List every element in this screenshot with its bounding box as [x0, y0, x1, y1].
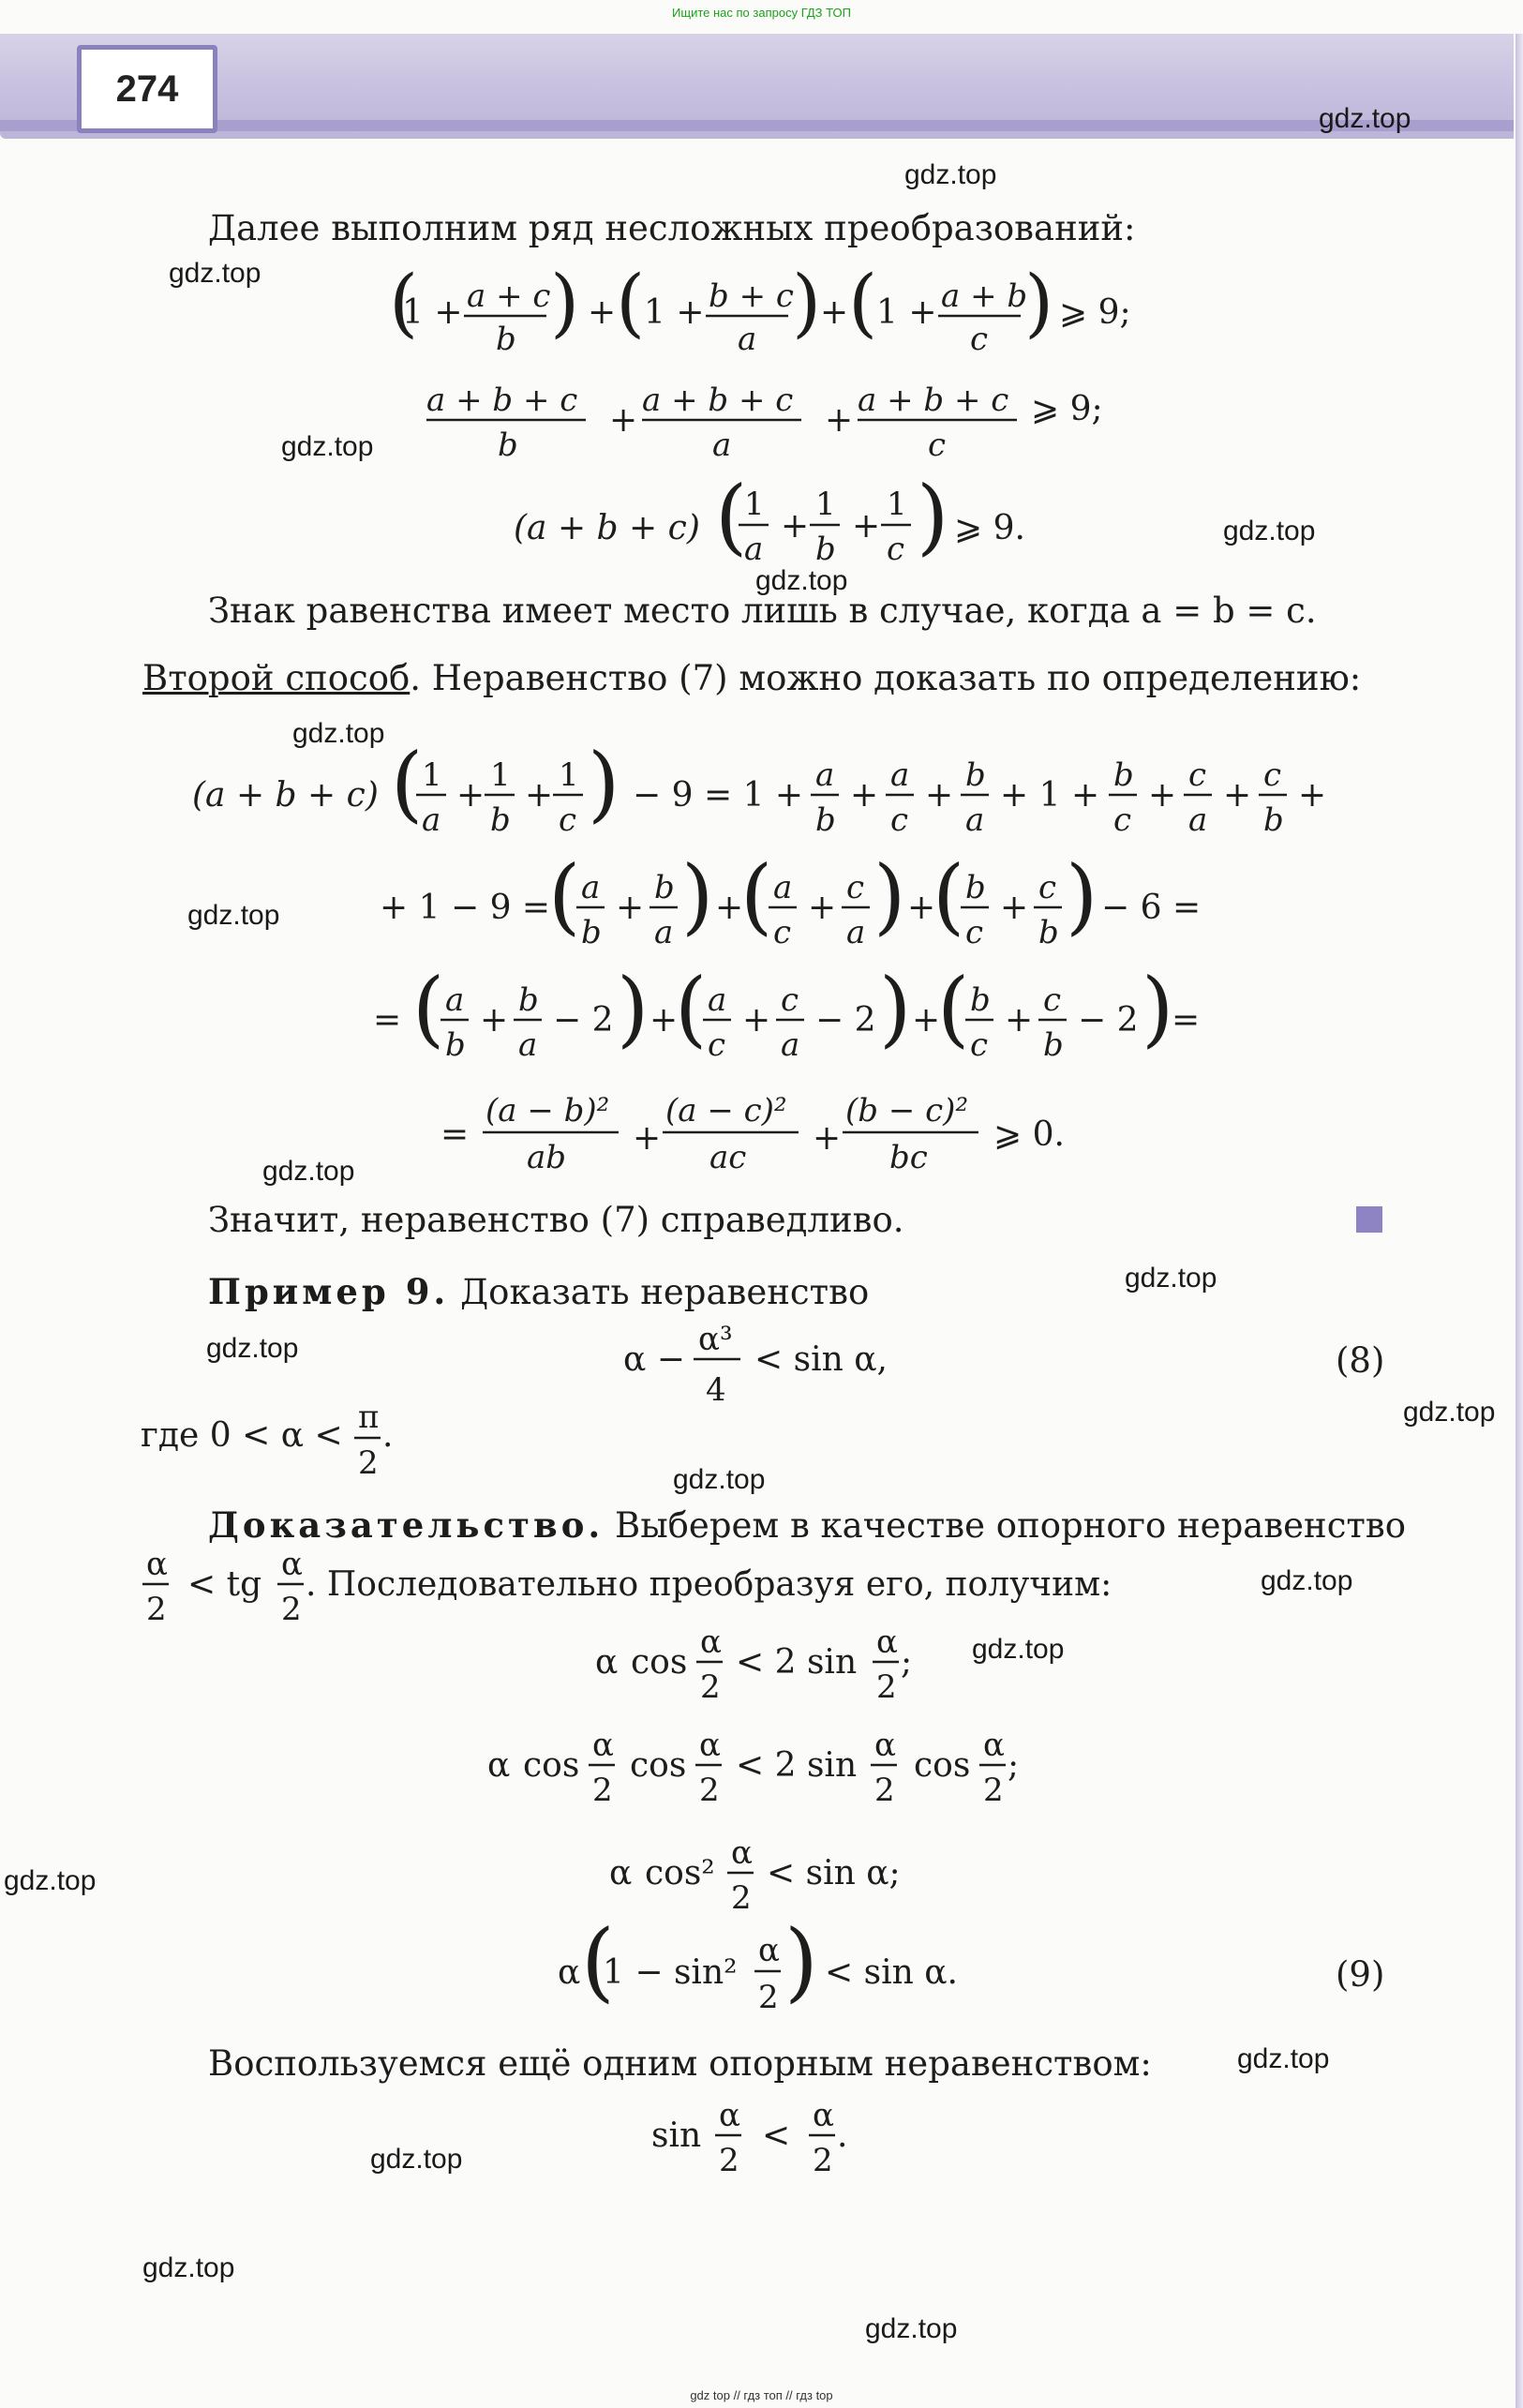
plus: +	[456, 776, 485, 815]
denominator: c	[708, 1026, 726, 1064]
svg-text:): )	[681, 847, 714, 944]
numerator: 1	[559, 756, 579, 794]
denominator: 2	[592, 1772, 613, 1809]
function: cos	[914, 1746, 971, 1785]
watermark: gdz.top	[187, 900, 280, 931]
denominator: b	[581, 914, 602, 951]
denominator: a	[781, 1026, 800, 1064]
term: α	[487, 1746, 511, 1785]
plus: +	[808, 889, 837, 927]
proof-label: Доказательство.	[208, 1504, 605, 1546]
example-label: Пример 9.	[208, 1271, 450, 1312]
numerator: c	[1263, 756, 1282, 794]
relation: ⩾ 9.	[954, 509, 1025, 547]
denominator: 2	[358, 1444, 379, 1482]
term: − 2	[1078, 1001, 1139, 1039]
denominator: a	[712, 426, 732, 464]
numerator: α	[983, 1727, 1005, 1764]
plus: +	[781, 507, 810, 546]
numerator: 1	[815, 486, 836, 523]
proof-step-4	[558, 1911, 989, 2034]
numerator: α	[876, 1623, 898, 1661]
svg-text:(: (	[848, 259, 878, 346]
plus: +	[588, 293, 617, 332]
condition-text: где 0 < α <	[141, 1416, 343, 1455]
numerator: a	[581, 869, 601, 906]
watermark: gdz.top	[169, 258, 261, 289]
support-inequality	[651, 2090, 876, 2193]
svg-text:): )	[873, 847, 906, 944]
numerator: α	[146, 1546, 168, 1583]
numerator: α	[758, 1932, 780, 1969]
function: cos²	[645, 1854, 715, 1892]
plus: +	[1000, 889, 1029, 927]
denominator: b	[1263, 801, 1284, 839]
numerator: α	[813, 2097, 834, 2134]
watermark: gdz.top	[1261, 1565, 1353, 1596]
proof-text-continued: . Последовательно преобразуя его, получим:	[306, 1565, 1112, 1604]
numerator: b	[965, 869, 986, 906]
term: − 9 = 1 +	[633, 776, 804, 815]
numerator: (a − b)²	[485, 1092, 610, 1129]
numerator: b	[518, 981, 539, 1019]
denominator: 2	[813, 2142, 833, 2179]
plus: +	[480, 1001, 509, 1039]
page-number: 274	[77, 45, 217, 133]
top-notice: Ищите нас по запросу ГДЗ ТОП	[672, 6, 851, 20]
watermark: gdz.top	[904, 159, 997, 190]
numerator: a + b	[941, 277, 1028, 315]
equation-number-9: (9)	[1336, 1954, 1385, 1995]
equation-number-8: (8)	[1336, 1340, 1385, 1381]
svg-text:(: (	[391, 735, 424, 831]
denominator: bc	[889, 1139, 928, 1176]
svg-text:): )	[784, 1911, 818, 2012]
numerator: c	[1188, 756, 1207, 794]
numerator: 1	[422, 756, 442, 794]
svg-text:): )	[879, 960, 912, 1056]
term: − 2	[815, 1001, 876, 1039]
watermark: gdz.top	[1125, 1263, 1217, 1294]
intro-text: Далее выполним ряд несложных преобразований:	[208, 208, 1136, 248]
svg-text:(: (	[933, 847, 965, 944]
period: .	[382, 1416, 394, 1455]
denominator: b	[1043, 1026, 1064, 1064]
relation: <	[762, 2116, 791, 2155]
svg-text:(: (	[616, 259, 646, 346]
svg-text:): )	[917, 468, 949, 564]
term: α −	[623, 1340, 685, 1379]
equals: =	[440, 1115, 470, 1154]
term: 1 +	[402, 293, 463, 332]
denominator: 2	[281, 1591, 302, 1628]
term: < sin α,	[754, 1340, 888, 1379]
denominator: a	[744, 531, 764, 568]
denominator: 2	[719, 2142, 739, 2179]
numerator: 1	[887, 486, 907, 523]
numerator: c	[781, 981, 799, 1019]
denominator: c	[773, 914, 792, 951]
term: − 6 =	[1101, 889, 1202, 927]
denominator: c	[928, 426, 947, 464]
watermark: gdz.top	[1319, 103, 1411, 134]
numerator: α³	[698, 1321, 733, 1358]
denominator: b	[498, 426, 518, 464]
denominator: 2	[874, 1772, 895, 1809]
formula-8	[623, 1312, 942, 1415]
numerator: a	[773, 869, 793, 906]
numerator: a + b + c	[858, 381, 1009, 419]
svg-text:): )	[617, 960, 650, 1056]
numerator: 1	[490, 756, 511, 794]
second-method-text: . Неравенство (7) можно доказать по определению:	[410, 658, 1362, 698]
plus: +	[813, 1119, 842, 1158]
function: cos	[631, 1643, 688, 1682]
numerator: α	[719, 2097, 740, 2134]
plus: +	[852, 507, 881, 546]
numerator: b	[965, 756, 986, 794]
numerator: a	[890, 756, 910, 794]
denominator: a	[965, 801, 985, 839]
watermark: gdz.top	[262, 1156, 355, 1187]
relation: ⩾ 0.	[993, 1115, 1065, 1154]
function: sin	[651, 2116, 702, 2155]
term: α	[609, 1854, 633, 1892]
plus: +	[1298, 776, 1327, 815]
term: − 2	[553, 1001, 614, 1039]
plus: +	[820, 293, 849, 332]
proof-step-3	[609, 1828, 909, 1931]
svg-text:(: (	[548, 847, 581, 944]
numerator: a + c	[467, 277, 551, 315]
second-method-paragraph	[142, 652, 1380, 705]
watermark: gdz.top	[1403, 1397, 1496, 1428]
relation: < sin α;	[767, 1854, 901, 1892]
formula-line-5	[380, 847, 1202, 965]
denominator: b	[1038, 914, 1059, 951]
numerator: b	[654, 869, 675, 906]
numerator: a	[815, 756, 835, 794]
denominator: c	[887, 531, 905, 568]
denominator: 2	[758, 1979, 779, 2016]
denominator: c	[965, 914, 984, 951]
watermark: gdz.top	[206, 1333, 299, 1364]
relation: < sin α.	[825, 1953, 958, 1992]
denominator: b	[445, 1026, 466, 1064]
term: 1 +	[644, 293, 705, 332]
term: + 1 +	[1000, 776, 1100, 815]
denominator: 2	[983, 1772, 1004, 1809]
page-header-stripe	[0, 120, 1514, 131]
numerator: α	[874, 1727, 896, 1764]
denominator: ac	[709, 1139, 747, 1176]
plus: +	[742, 1001, 771, 1039]
term: (a + b + c)	[514, 509, 700, 547]
numerator: c	[1043, 981, 1062, 1019]
denominator: 2	[876, 1668, 897, 1706]
punct: ;	[901, 1643, 913, 1682]
denominator: a	[654, 914, 674, 951]
plus: +	[912, 1001, 941, 1039]
denominator: b	[815, 801, 836, 839]
denominator: 2	[699, 1772, 720, 1809]
plus: +	[1005, 1001, 1034, 1039]
watermark: gdz.top	[1237, 2043, 1330, 2074]
formula-line-3	[514, 468, 1038, 576]
relation: ⩾ 9;	[1059, 293, 1131, 332]
watermark: gdz.top	[281, 431, 374, 462]
plus: +	[1148, 776, 1177, 815]
plus: +	[1223, 776, 1252, 815]
numerator: α	[700, 1623, 722, 1661]
denominator: 2	[146, 1591, 167, 1628]
denominator: c	[1113, 801, 1132, 839]
plus: +	[616, 889, 645, 927]
plus: +	[850, 776, 879, 815]
condition-line	[141, 1395, 422, 1488]
function: cos	[523, 1746, 580, 1785]
numerator: a + b + c	[426, 381, 578, 419]
watermark: gdz.top	[1223, 516, 1316, 546]
term: < 2 sin	[736, 1643, 858, 1682]
conclusion-text: Значит, неравенство (7) справедливо.	[208, 1200, 904, 1240]
relation: ⩾ 9;	[1031, 390, 1103, 428]
paren-open: (	[389, 259, 419, 346]
punct: ;	[1008, 1746, 1020, 1785]
numerator: c	[1038, 869, 1057, 906]
watermark: gdz.top	[370, 2144, 463, 2175]
proof-step-2	[487, 1720, 1050, 1823]
plus: +	[925, 776, 954, 815]
denominator: a	[518, 1026, 538, 1064]
equality-note: Знак равенства имеет место лишь в случае, когда a = b = c.	[208, 591, 1317, 631]
proof-step-1	[595, 1617, 933, 1720]
proof-text: Выберем в качестве опорного неравенство	[604, 1505, 1407, 1546]
plus: +	[825, 401, 854, 440]
svg-text:(: (	[581, 1911, 615, 2012]
formula-line-6	[373, 960, 1201, 1078]
term: 1 − sin²	[603, 1953, 738, 1992]
equals: =	[373, 1001, 402, 1039]
numerator: b	[1113, 756, 1134, 794]
term: + 1 − 9 =	[380, 889, 551, 927]
numerator: α	[731, 1834, 753, 1872]
svg-text:): )	[1024, 259, 1054, 346]
end-of-proof-square	[1356, 1206, 1382, 1233]
footer-links: gdz top // гдз топ // гдз top	[690, 2388, 833, 2402]
term: < tg	[187, 1565, 262, 1604]
watermark: gdz.top	[755, 565, 848, 596]
equals: =	[1172, 1001, 1201, 1039]
numerator: (b − c)²	[845, 1092, 969, 1129]
watermark: gdz.top	[292, 718, 385, 749]
svg-text:): )	[1066, 847, 1098, 944]
numerator: π	[358, 1398, 380, 1436]
plus: +	[633, 1119, 662, 1158]
denominator: a	[846, 914, 866, 951]
denominator: 2	[731, 1879, 752, 1917]
watermark: gdz.top	[865, 2313, 958, 2344]
another-support-text: Воспользуемся ещё одним опорным неравенством:	[208, 2043, 1152, 2084]
second-method-label: Второй способ	[142, 658, 411, 698]
numerator: a	[445, 981, 465, 1019]
formula-line-1	[389, 259, 1139, 361]
svg-text:): )	[588, 735, 620, 831]
numerator: b	[970, 981, 991, 1019]
formula-line-7	[440, 1087, 1097, 1190]
denominator: 2	[700, 1668, 721, 1706]
denominator: c	[970, 1026, 989, 1064]
denominator: a	[1188, 801, 1208, 839]
formula-line-2	[426, 375, 1139, 469]
period: .	[837, 2116, 848, 2155]
svg-text:(: (	[675, 960, 708, 1056]
term: < 2 sin	[736, 1746, 858, 1785]
numerator: α	[592, 1727, 614, 1764]
watermark: gdz.top	[673, 1464, 766, 1495]
plus: +	[907, 889, 936, 927]
watermark: gdz.top	[4, 1865, 97, 1896]
term: α	[595, 1643, 619, 1682]
numerator: a	[708, 981, 727, 1019]
example-9-heading	[208, 1271, 869, 1312]
numerator: b + c	[709, 277, 794, 315]
denominator: 4	[706, 1371, 726, 1409]
numerator: α	[281, 1546, 303, 1583]
svg-text:(: (	[740, 847, 773, 944]
denominator: a	[422, 801, 441, 839]
denominator: ab	[527, 1139, 567, 1176]
denominator: c	[970, 321, 989, 358]
term: 1 +	[876, 293, 937, 332]
svg-text:): )	[792, 259, 822, 346]
formula-line-4	[192, 735, 1373, 853]
page-edge	[1516, 34, 1523, 2408]
denominator: c	[559, 801, 577, 839]
numerator: (a − c)²	[665, 1092, 787, 1129]
watermark: gdz.top	[142, 2252, 235, 2283]
term: (a + b + c)	[192, 776, 379, 815]
plus: +	[609, 401, 638, 440]
plus: +	[650, 1001, 679, 1039]
svg-text:(: (	[937, 960, 970, 1056]
svg-text:(: (	[715, 468, 748, 564]
term: α	[558, 1953, 581, 1992]
plus: +	[525, 776, 554, 815]
svg-text:): )	[1142, 960, 1174, 1056]
denominator: b	[490, 801, 511, 839]
function: cos	[630, 1746, 687, 1785]
numerator: α	[699, 1727, 721, 1764]
example-task: Доказать неравенство	[449, 1272, 870, 1312]
denominator: c	[890, 801, 909, 839]
numerator: 1	[744, 486, 765, 523]
svg-text:(: (	[412, 960, 445, 1056]
paren-close: )	[550, 259, 580, 346]
denominator: a	[738, 321, 757, 358]
watermark: gdz.top	[972, 1634, 1065, 1665]
plus: +	[715, 889, 744, 927]
numerator: c	[846, 869, 865, 906]
denominator: b	[496, 321, 516, 358]
denominator: b	[815, 531, 836, 568]
numerator: a + b + c	[642, 381, 794, 419]
